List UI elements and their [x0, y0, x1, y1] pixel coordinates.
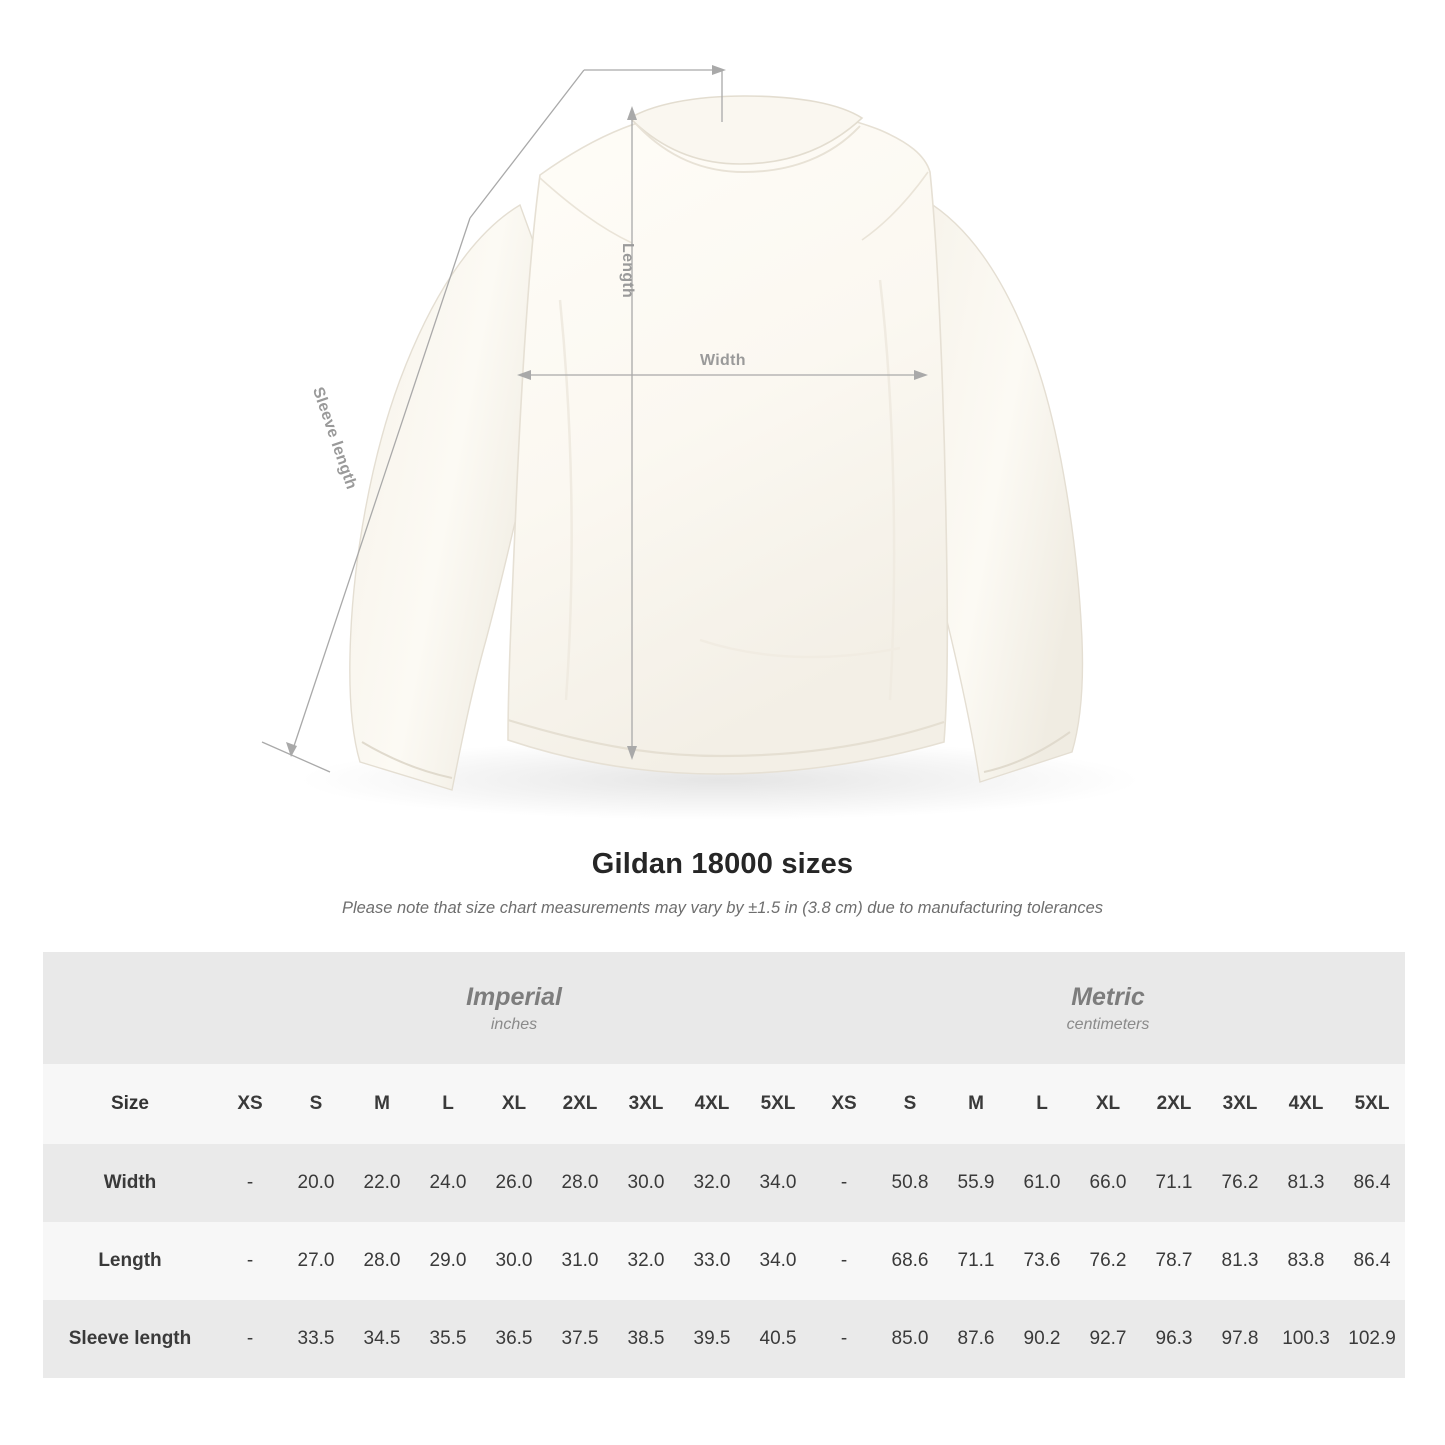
size-header-metric-s: S	[877, 1064, 943, 1144]
cell-sleeve-imperial-s: 33.5	[283, 1300, 349, 1378]
cell-length-imperial-s: 27.0	[283, 1222, 349, 1300]
cell-width-imperial-l: 24.0	[415, 1144, 481, 1222]
size-header-metric-m: M	[943, 1064, 1009, 1144]
size-header-imperial-l: L	[415, 1064, 481, 1144]
cell-length-metric-l: 73.6	[1009, 1222, 1075, 1300]
metric-title: Metric	[1071, 983, 1145, 1011]
cell-sleeve-imperial-m: 34.5	[349, 1300, 415, 1378]
cell-width-imperial-m: 22.0	[349, 1144, 415, 1222]
imperial-title: Imperial	[466, 983, 562, 1011]
cell-sleeve-metric-2xl: 96.3	[1141, 1300, 1207, 1378]
cell-width-imperial-5xl: 34.0	[745, 1144, 811, 1222]
cell-width-metric-2xl: 71.1	[1141, 1144, 1207, 1222]
cell-sleeve-imperial-xl: 36.5	[481, 1300, 547, 1378]
size-header-imperial-4xl: 4XL	[679, 1064, 745, 1144]
cell-width-metric-3xl: 76.2	[1207, 1144, 1273, 1222]
size-header-imperial-2xl: 2XL	[547, 1064, 613, 1144]
cell-length-imperial-l: 29.0	[415, 1222, 481, 1300]
cell-length-metric-4xl: 83.8	[1273, 1222, 1339, 1300]
cell-width-imperial-xs: -	[217, 1144, 283, 1222]
size-header-label: Size	[43, 1064, 217, 1144]
row-label-length: Length	[43, 1222, 217, 1300]
cell-sleeve-imperial-l: 35.5	[415, 1300, 481, 1378]
cell-sleeve-imperial-3xl: 38.5	[613, 1300, 679, 1378]
unit-header-row	[43, 952, 1405, 1064]
size-header-imperial-5xl: 5XL	[745, 1064, 811, 1144]
cell-sleeve-metric-xs: -	[811, 1300, 877, 1378]
cell-sleeve-metric-s: 85.0	[877, 1300, 943, 1378]
size-table-wrapper	[0, 952, 1445, 1378]
cell-length-imperial-2xl: 31.0	[547, 1222, 613, 1300]
cell-length-metric-s: 68.6	[877, 1222, 943, 1300]
size-header-metric-2xl: 2XL	[1141, 1064, 1207, 1144]
cell-length-metric-3xl: 81.3	[1207, 1222, 1273, 1300]
size-header-row	[43, 1064, 1405, 1144]
size-header-metric-4xl: 4XL	[1273, 1064, 1339, 1144]
cell-sleeve-metric-m: 87.6	[943, 1300, 1009, 1378]
size-header-imperial-xs: XS	[217, 1064, 283, 1144]
cell-width-imperial-xl: 26.0	[481, 1144, 547, 1222]
size-chart-table	[43, 952, 1405, 1378]
cell-width-metric-xs: -	[811, 1144, 877, 1222]
cell-sleeve-metric-l: 90.2	[1009, 1300, 1075, 1378]
size-header-metric-xs: XS	[811, 1064, 877, 1144]
row-label-width: Width	[43, 1144, 217, 1222]
size-header-metric-3xl: 3XL	[1207, 1064, 1273, 1144]
cell-width-imperial-3xl: 30.0	[613, 1144, 679, 1222]
size-header-metric-xl: XL	[1075, 1064, 1141, 1144]
cell-width-metric-5xl: 86.4	[1339, 1144, 1405, 1222]
imperial-subtitle: inches	[490, 1016, 538, 1033]
cell-length-metric-2xl: 78.7	[1141, 1222, 1207, 1300]
metric-header	[811, 952, 1405, 1064]
cell-length-imperial-5xl: 34.0	[745, 1222, 811, 1300]
sleeve-length-measure-label: Sleeve length	[308, 385, 360, 492]
cell-sleeve-metric-3xl: 97.8	[1207, 1300, 1273, 1378]
metric-subtitle: centimeters	[1066, 1016, 1150, 1033]
cell-width-metric-m: 55.9	[943, 1144, 1009, 1222]
length-measure-label: Length	[619, 243, 636, 299]
cell-length-imperial-xs: -	[217, 1222, 283, 1300]
cell-width-metric-xl: 66.0	[1075, 1144, 1141, 1222]
cell-width-imperial-2xl: 28.0	[547, 1144, 613, 1222]
size-header-imperial-s: S	[283, 1064, 349, 1144]
row-label-sleeve-length: Sleeve length	[43, 1300, 217, 1378]
cell-length-imperial-3xl: 32.0	[613, 1222, 679, 1300]
unit-header-spacer	[43, 952, 217, 1064]
cell-length-imperial-xl: 30.0	[481, 1222, 547, 1300]
table-row	[43, 1300, 1405, 1378]
table-row	[43, 1222, 1405, 1300]
size-header-metric-l: L	[1009, 1064, 1075, 1144]
cell-sleeve-metric-5xl: 102.9	[1339, 1300, 1405, 1378]
cell-sleeve-metric-4xl: 100.3	[1273, 1300, 1339, 1378]
tolerance-note: Please note that size chart measurements may vary by ±1.5 in (3.8 cm) due to manufacturing tolerances	[341, 899, 1104, 917]
cell-length-metric-xs: -	[811, 1222, 877, 1300]
cell-length-imperial-4xl: 33.0	[679, 1222, 745, 1300]
cell-width-metric-l: 61.0	[1009, 1144, 1075, 1222]
cell-length-metric-5xl: 86.4	[1339, 1222, 1405, 1300]
size-header-metric-5xl: 5XL	[1339, 1064, 1405, 1144]
cell-sleeve-imperial-xs: -	[217, 1300, 283, 1378]
size-header-imperial-3xl: 3XL	[613, 1064, 679, 1144]
cell-sleeve-imperial-5xl: 40.5	[745, 1300, 811, 1378]
cell-sleeve-imperial-2xl: 37.5	[547, 1300, 613, 1378]
cell-length-imperial-m: 28.0	[349, 1222, 415, 1300]
cell-length-metric-xl: 76.2	[1075, 1222, 1141, 1300]
cell-width-metric-4xl: 81.3	[1273, 1144, 1339, 1222]
width-measure-label: Width	[700, 352, 746, 369]
size-header-imperial-m: M	[349, 1064, 415, 1144]
page-title: Gildan 18000 sizes	[591, 848, 854, 880]
table-row	[43, 1144, 1405, 1222]
cell-width-imperial-s: 20.0	[283, 1144, 349, 1222]
cell-width-metric-s: 50.8	[877, 1144, 943, 1222]
size-header-imperial-xl: XL	[481, 1064, 547, 1144]
cell-length-metric-m: 71.1	[943, 1222, 1009, 1300]
cell-width-imperial-4xl: 32.0	[679, 1144, 745, 1222]
cell-sleeve-imperial-4xl: 39.5	[679, 1300, 745, 1378]
cell-sleeve-metric-xl: 92.7	[1075, 1300, 1141, 1378]
imperial-header	[217, 952, 811, 1064]
